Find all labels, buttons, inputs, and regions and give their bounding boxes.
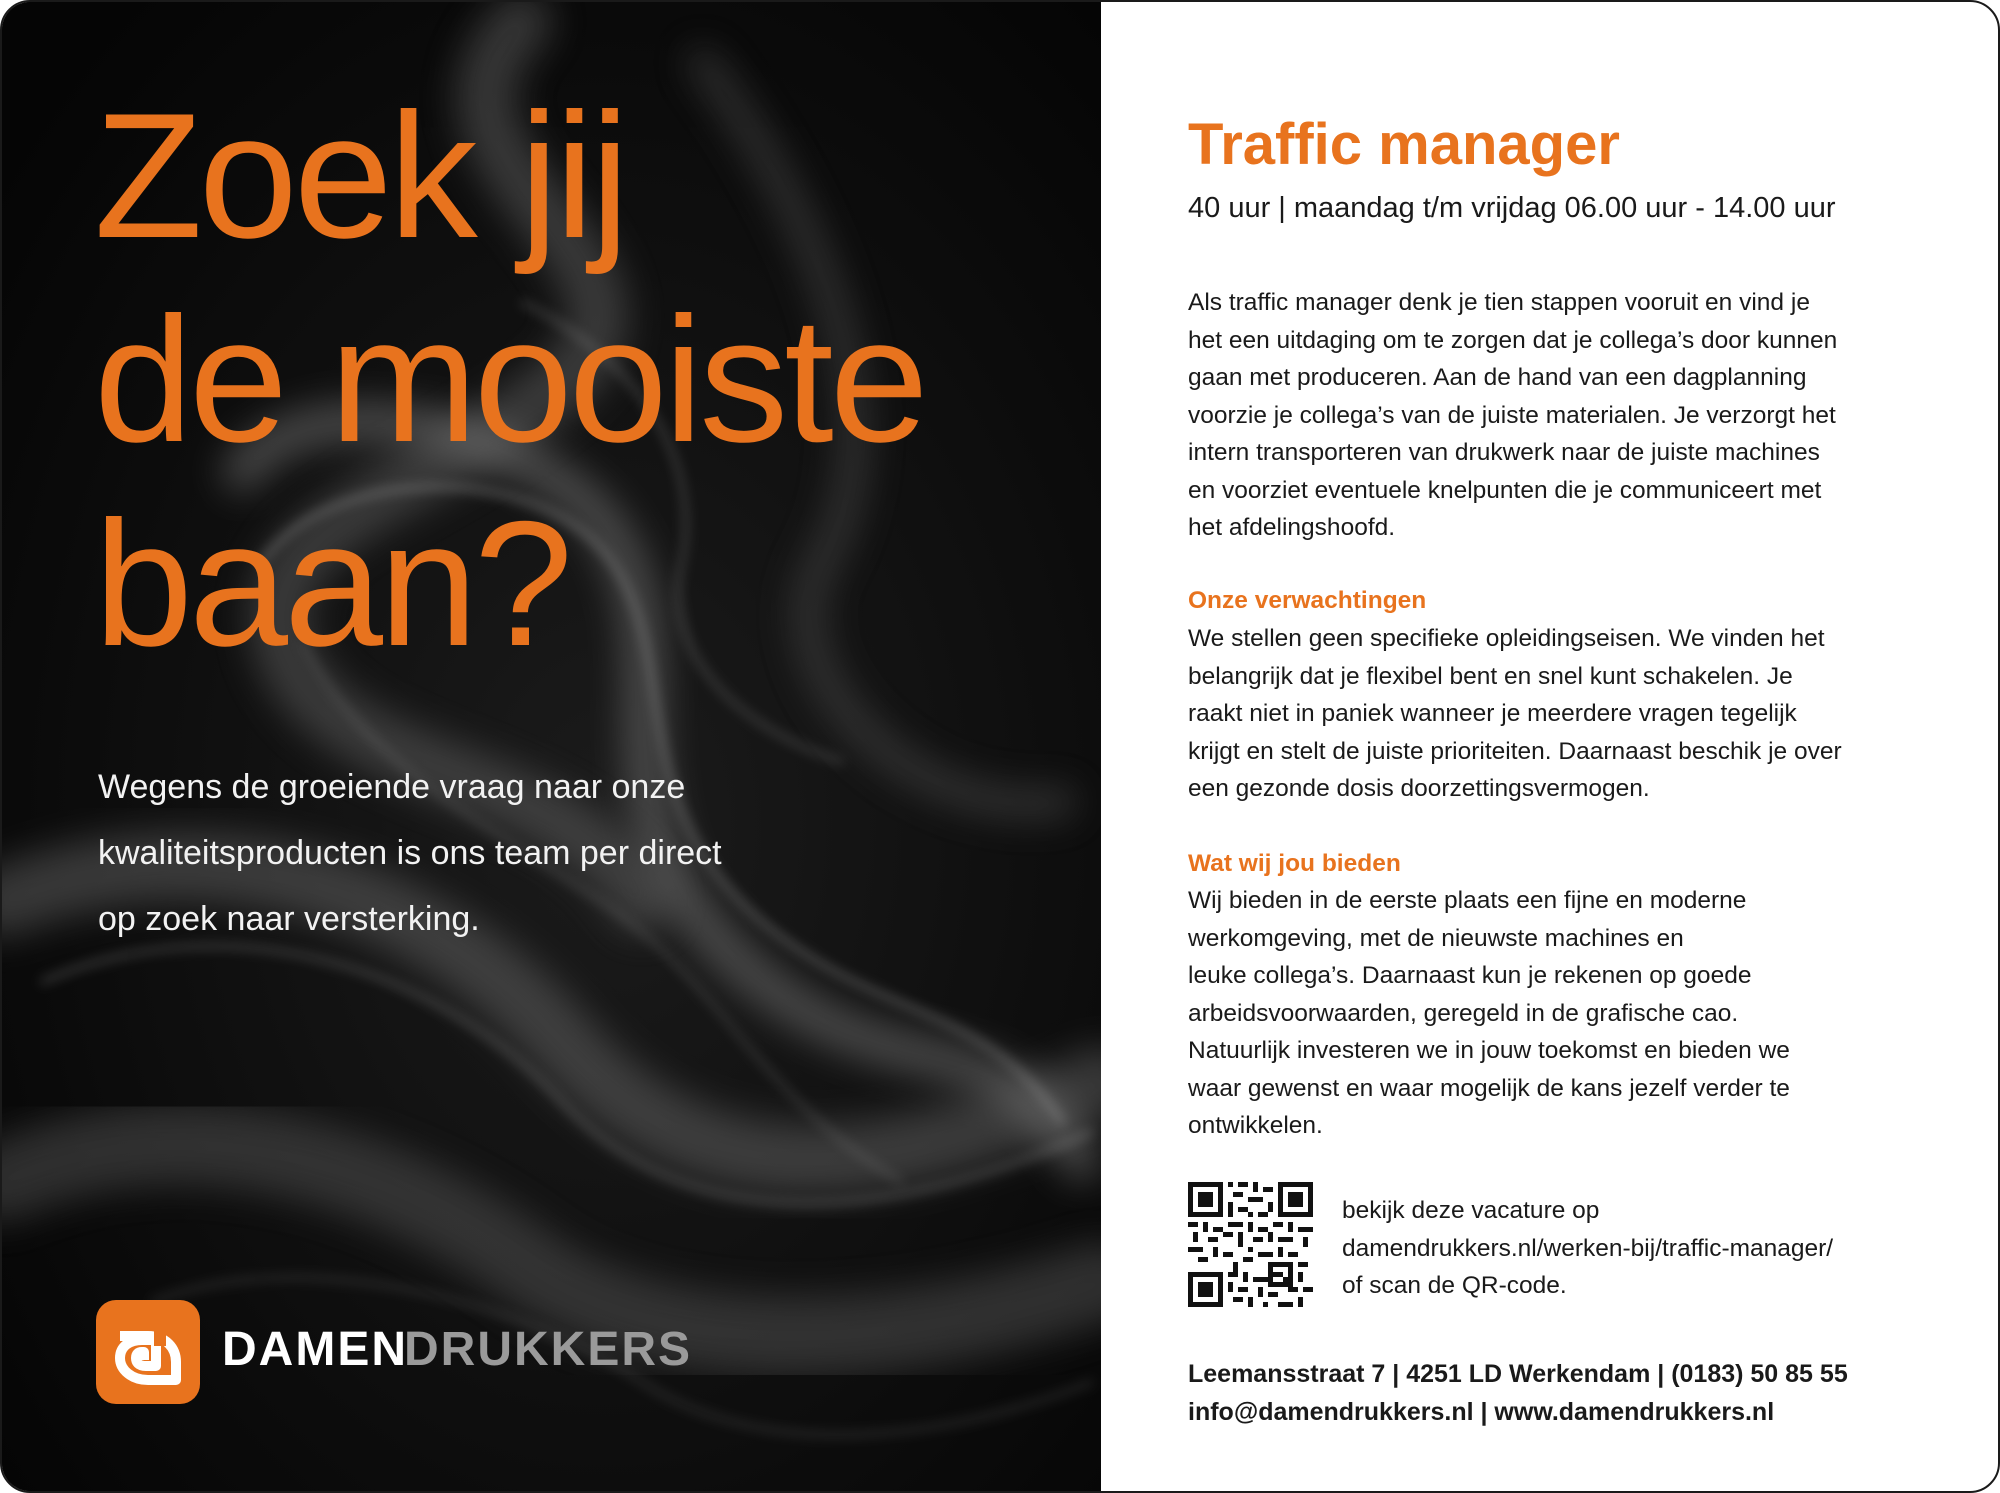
expectations-heading: Onze verwachtingen (1188, 587, 1427, 614)
expectations-line: een gezonde dosis doorzettingsvermogen. (1188, 775, 1650, 802)
description-line: intern transporteren van drukwerk naar de juiste machines (1188, 439, 1820, 466)
job-description (1188, 284, 1978, 547)
logo-wordmark-drukkers: DRUKKERS (404, 1323, 693, 1376)
damen-logo-icon (96, 1300, 200, 1404)
offer-line: waar gewenst en waar mogelijk de kans jezelf verder te (1188, 1074, 1790, 1102)
qr-text-line: bekijk deze vacature op (1342, 1197, 1600, 1224)
offer-line: werkomgeving, met de nieuwste machines en (1188, 924, 1684, 952)
description-line: gaan met produceren. Aan de hand van een dagplanning (1188, 364, 1807, 391)
job-details-panel (1101, 2, 2000, 1493)
description-line: het afdelingshoofd. (1188, 514, 1396, 541)
working-hours: 40 uur | maandag t/m vrijdag 06.00 uur - 14.00 uur (1188, 192, 1836, 224)
description-line: het een uitdaging om te zorgen dat je collega’s door kunnen (1188, 326, 1838, 354)
qr-text-line: of scan de QR-code. (1342, 1272, 1567, 1299)
expectations-line: We stellen geen specifieke opleidingseisen. We vinden het (1188, 625, 1825, 652)
expectations-line: raakt niet in paniek wanneer je meerdere vragen tegelijk (1188, 700, 1797, 727)
address-line: Leemansstraat 7 | 4251 LD Werkendam | (0183) 50 85 55 (1188, 1360, 1848, 1388)
intro-line: op zoek naar versterking. (98, 900, 480, 938)
vacancy-url-link[interactable]: damendrukkers.nl/werken-bij/traffic-manager/ (1342, 1234, 1834, 1262)
offer-line: Wij bieden in de eerste plaats een fijne en moderne (1188, 887, 1747, 914)
qr-code-icon[interactable] (1188, 1182, 1313, 1307)
headline-line: de mooiste (94, 280, 925, 479)
description-line: Als traffic manager denk je tien stappen vooruit en vind je (1188, 289, 1810, 316)
contact-details (1188, 1355, 1848, 1431)
offer-line: leuke collega’s. Daarnaast kun je rekenen op goede (1188, 962, 1752, 989)
intro-text (98, 754, 858, 952)
offer-text (1188, 882, 1978, 1145)
headline-line: baan? (94, 484, 569, 683)
offer-line: Natuurlijk investeren we in jouw toekomst en bieden we (1188, 1037, 1790, 1064)
expectations-line: krijgt en stelt de juiste prioriteiten. Daarnaast beschik je over (1188, 737, 1842, 765)
company-logo (96, 1300, 693, 1404)
description-line: en voorziet eventuele knelpunten die je communiceert met (1188, 476, 1822, 504)
intro-line: kwaliteitsproducten is ons team per direct (98, 834, 722, 872)
offer-heading: Wat wij jou bieden (1188, 850, 1401, 877)
qr-instructions (1342, 1192, 1833, 1305)
offer-line: arbeidsvoorwaarden, geregeld in de grafische cao. (1188, 999, 1739, 1027)
expectations-text (1188, 620, 1978, 808)
description-line: voorzie je collega’s van de juiste materialen. Je verzorgt het (1188, 401, 1836, 429)
headline-line: Zoek jij (94, 76, 626, 275)
expectations-line: belangrijk dat je flexibel bent en snel kunt schakelen. Je (1188, 662, 1793, 690)
intro-line: Wegens de groeiende vraag naar onze (98, 768, 686, 806)
logo-wordmark-damen: DAMEN (222, 1323, 408, 1376)
job-title: Traffic manager (1188, 112, 1620, 177)
headline (94, 74, 1074, 686)
offer-line: ontwikkelen. (1188, 1112, 1323, 1139)
email-website-line[interactable]: info@damendrukkers.nl | www.damendrukkers.nl (1188, 1398, 1775, 1426)
hero-panel (2, 2, 1101, 1493)
